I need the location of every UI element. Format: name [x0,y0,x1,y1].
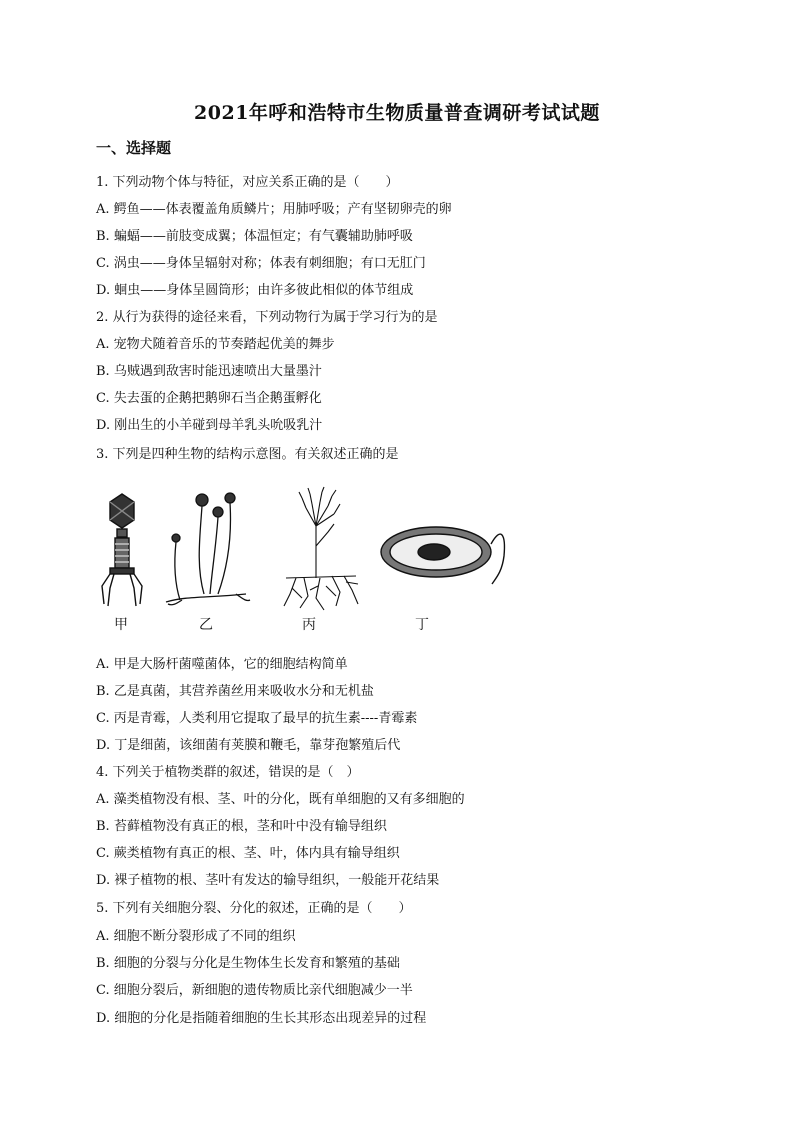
q2-option-d: D. 刚出生的小羊碰到母羊乳头吮吸乳汁 [96,418,323,433]
bacterium-drawing [381,527,504,584]
q4-option-a: A. 藻类植物没有根、茎、叶的分化，既有单细胞的又有多细胞的 [96,792,465,807]
q1-option-d: D. 蛔虫——身体呈圆筒形；由许多彼此相似的体节组成 [96,283,414,298]
figure-label-ding: 丁 [415,617,429,633]
q4-option-d: D. 裸子植物的根、茎叶有发达的输导组织，一般能开花结果 [96,873,440,888]
q1-option-a: A. 鳄鱼——体表覆盖角质鳞片；用肺呼吸；产有坚韧卵壳的卵 [96,202,452,217]
penicillium-drawing [284,487,358,610]
q4-option-c: C. 蕨类植物有真正的根、茎、叶，体内具有输导组织 [96,846,400,861]
q2-option-a: A. 宠物犬随着音乐的节奏踏起优美的舞步 [96,337,335,352]
q2-option-b: B. 乌贼遇到敌害时能迅速喷出大量墨汁 [96,364,322,379]
q3-option-a: A. 甲是大肠杆菌噬菌体，它的细胞结构简单 [96,657,348,672]
question-5: 5. 下列有关细胞分裂、分化的叙述，正确的是（ ） [96,901,412,916]
q3-option-b: B. 乙是真菌，其营养菌丝用来吸收水分和无机盐 [96,684,374,699]
figure-label-jia: 甲 [114,617,128,633]
q5-option-b: B. 细胞的分裂与分化是生物体生长发育和繁殖的基础 [96,956,400,971]
figure-label-bing: 丙 [302,617,316,633]
q3-option-c: C. 丙是青霉，人类利用它提取了最早的抗生素----青霉素 [96,711,418,726]
q5-option-d: D. 细胞的分化是指随着细胞的生长其形态出现差异的过程 [96,1011,427,1026]
mold-drawing [166,493,250,605]
q2-option-c: C. 失去蛋的企鹅把鹅卵石当企鹅蛋孵化 [96,391,322,406]
q1-option-c: C. 涡虫——身体呈辐射对称；体表有刺细胞；有口无肛门 [96,256,426,271]
question-4: 4. 下列关于植物类群的叙述，错误的是（ ） [96,765,360,780]
figure-label-yi: 乙 [199,617,213,633]
q5-option-a: A. 细胞不断分裂形成了不同的组织 [96,929,296,944]
section-heading: 一、选择题 [96,139,172,157]
q1-option-b: B. 蝙蝠——前肢变成翼；体温恒定；有气囊辅助肺呼吸 [96,229,413,244]
q4-option-b: B. 苔藓植物没有真正的根，茎和叶中没有输导组织 [96,819,387,834]
q3-option-d: D. 丁是细菌，该细菌有荚膜和鞭毛，靠芽孢繁殖后代 [96,738,401,753]
question-3: 3. 下列是四种生物的结构示意图。有关叙述正确的是 [96,447,399,462]
page-title: 2021年呼和浩特市生物质量普查调研考试试题 [194,102,600,124]
q5-option-c: C. 细胞分裂后，新细胞的遗传物质比亲代细胞减少一半 [96,983,413,998]
question-2: 2. 从行为获得的途径来看，下列动物行为属于学习行为的是 [96,310,438,325]
bacteriophage-drawing [102,494,142,606]
question-1: 1. 下列动物个体与特征，对应关系正确的是（ ） [96,175,399,190]
